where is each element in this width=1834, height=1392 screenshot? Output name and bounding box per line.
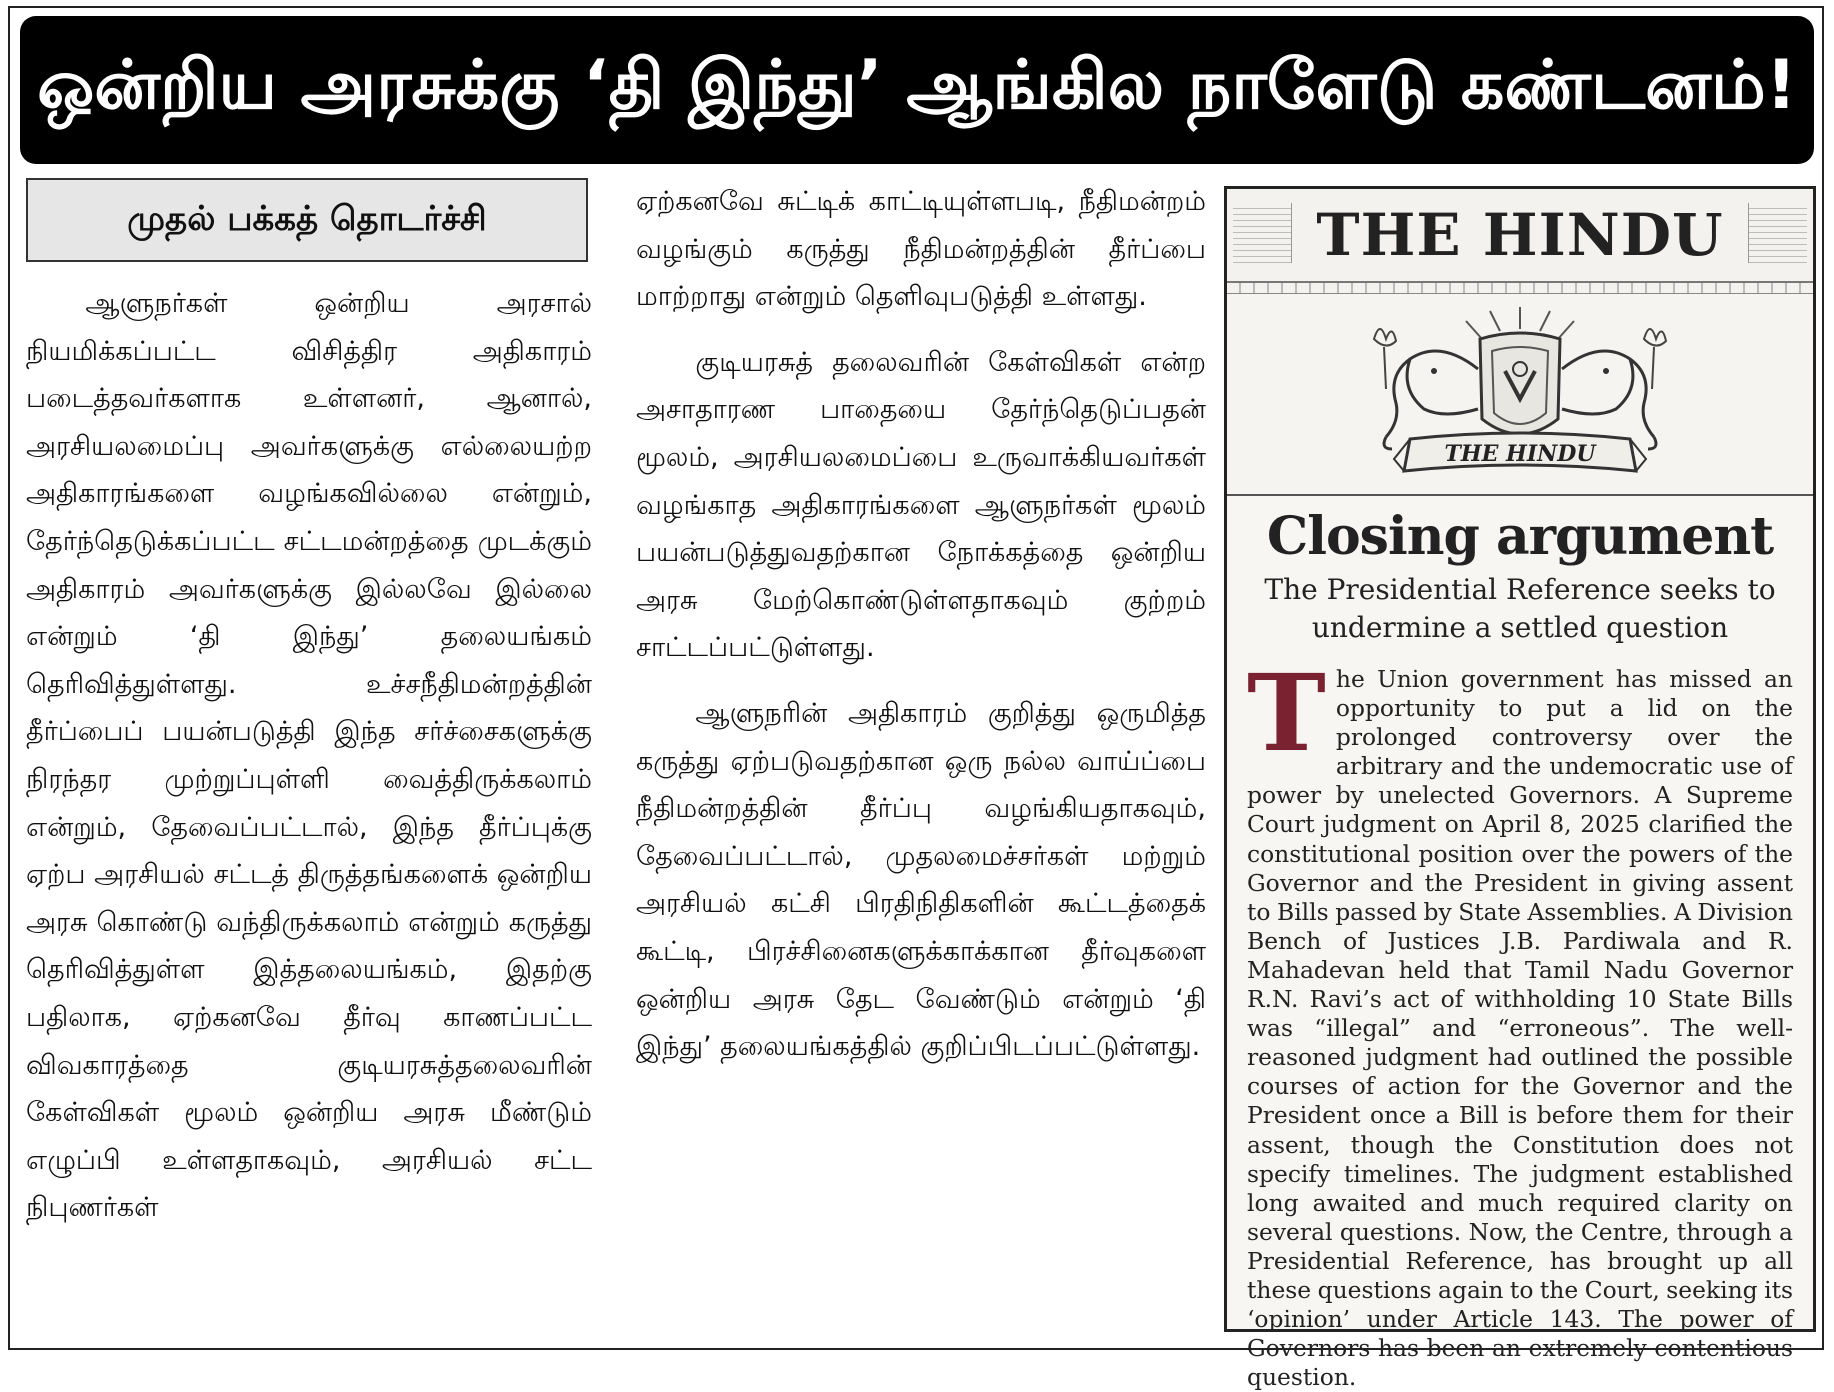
continuation-label: முதல் பக்கத் தொடர்ச்சி (26, 178, 588, 262)
masthead-rule (1227, 283, 1813, 294)
column2-paragraph: குடியரசுத் தலைவரின் கேள்விகள் என்ற அசாதாரண பாதையை தேர்ந்தெடுப்பதன் மூலம், அரசியலமைப்பை உருவாக்கியவர்கள் வழங்காத அதிகாரங்களை ஆளுநர்கள் மூலம் பயன்படுத்துவதற்கான நோக்கத்தை ஒன்றிய அரசு மேற்கொண்டுள்ளதாகவும் குற்றம் சாட்டப்பட்டுள்ளது. (636, 346, 1206, 664)
editorial-body (1247, 650, 1793, 1392)
column2-paragraph: ஆளுநரின் அதிகாரம் குறித்து ஒருமித்த கருத்து ஏற்படுவதற்கான ஒரு நல்ல வாய்ப்பை நீதிமன்றத்தின் தீர்ப்பு வழங்கியதாகவும், தேவைப்பட்டால், முதலமைச்சர்கள் மற்றும் அரசியல் கட்சி பிரதிநிதிகளின் கூட்டத்தைக் கூட்டி, பிரச்சினைகளுக்காக்கான தீர்வுகளை ஒன்றிய அரசு தேட வேண்டும் என்றும் ‘தி இந்து’ தலையங்கத்தில் குறிப்பிடப்பட்டுள்ளது. (636, 697, 1206, 1063)
the-hindu-clipping (1224, 186, 1816, 1392)
dropcap: T (1247, 650, 1326, 775)
article-column-1 (26, 178, 592, 1232)
column2-paragraph: ஏற்கனவே சுட்டிக் காட்டியுள்ளபடி, நீதிமன்றம் வழங்கும் கருத்து நீதிமன்றத்தின் தீர்ப்பை மாற்றாது என்றும் தெளிவுபடுத்தி உள்ளது. (636, 186, 1206, 313)
emblem-area (1227, 294, 1813, 496)
headline-bar (20, 16, 1814, 164)
editorial-body-text: he Union government has missed an opportunity to put a lid on the prolonged controversy over the arbitrary and the undemocratic use of power by unelected Governors. A Supreme Court judgment on April 8, 2025 clarified the constitutional position over the powers of the Governor and the President in giving assent to Bills passed by State Assemblies. A Division Bench of Justices J.B. Pardiwala and R. Mahadevan held that Tamil Nadu Governor R.N. Ravi’s act of withholding 10 State Bills was “illegal” and “erroneous”. The well-reasoned judgment had outlined the possible courses of action for the Governor and the President once a Bill is before them for their assent, though the Constitution does not specify timelines. The judgment established long awaited and much required clarity on several questions. Now, the Centre, through a Presidential Reference, has brought up all these questions again to the Court, seeking its ‘opinion’ under Article 143. The power of Governors has been an extremely contentious question. (1247, 665, 1793, 1392)
article-column-2 (636, 178, 1206, 1071)
editorial-subtitle: The Presidential Reference seeks to undermine a settled question (1264, 573, 1776, 644)
editorial-title: Closing argument (1266, 506, 1774, 567)
masthead (1227, 189, 1813, 283)
column1-paragraph: ஆளுநர்கள் ஒன்றிய அரசால் நியமிக்கப்பட்ட விசித்திர அதிகாரம் படைத்தவர்களாக உள்ளனர், ஆனால், அரசியலமைப்பு அவர்களுக்கு எல்லையற்ற அதிகாரங்களை வழங்கவில்லை என்றும், தேர்ந்தெடுக்கப்பட்ட சட்டமன்றத்தை முடக்கும் அதிகாரம் அவர்களுக்கு இல்லவே இல்லை என்றும் ‘தி இந்து’ தலையங்கம் தெரிவித்துள்ளது. உச்சநீதிமன்றத்தின் தீர்ப்பைப் பயன்படுத்தி இந்த சர்ச்சைகளுக்கு நிரந்தர முற்றுப்புள்ளி வைத்திருக்கலாம் என்றும், தேவைப்பட்டால், இந்த தீர்ப்புக்கு ஏற்ப அரசியல் சட்டத் திருத்தங்களைக் ஒன்றிய அரசு கொண்டு வந்திருக்கலாம் என்றும் கருத்து தெரிவித்துள்ள இத்தலையங்கம், இதற்கு பதிலாக, ஏற்கனவே தீர்வு காணப்பட்ட விவகாரத்தை குடியரசுத்தலைவரின் கேள்விகள் மூலம் ஒன்றிய அரசு மீண்டும் எழுப்பி உள்ளதாகவும், அரசியல் சட்ட நிபுணர்கள் (26, 288, 592, 1224)
headline: ஒன்றிய அரசுக்கு ‘தி இந்து’ ஆங்கில நாளேடு கண்டனம்! (37, 46, 1797, 125)
the-hindu-emblem-icon (1340, 299, 1700, 489)
masthead-ear-left (1233, 203, 1292, 263)
masthead-ear-right (1748, 203, 1807, 263)
emblem-banner-text: THE HINDU (1444, 441, 1596, 467)
editorial (1227, 496, 1813, 1392)
masthead-title: THE HINDU (1316, 201, 1724, 269)
